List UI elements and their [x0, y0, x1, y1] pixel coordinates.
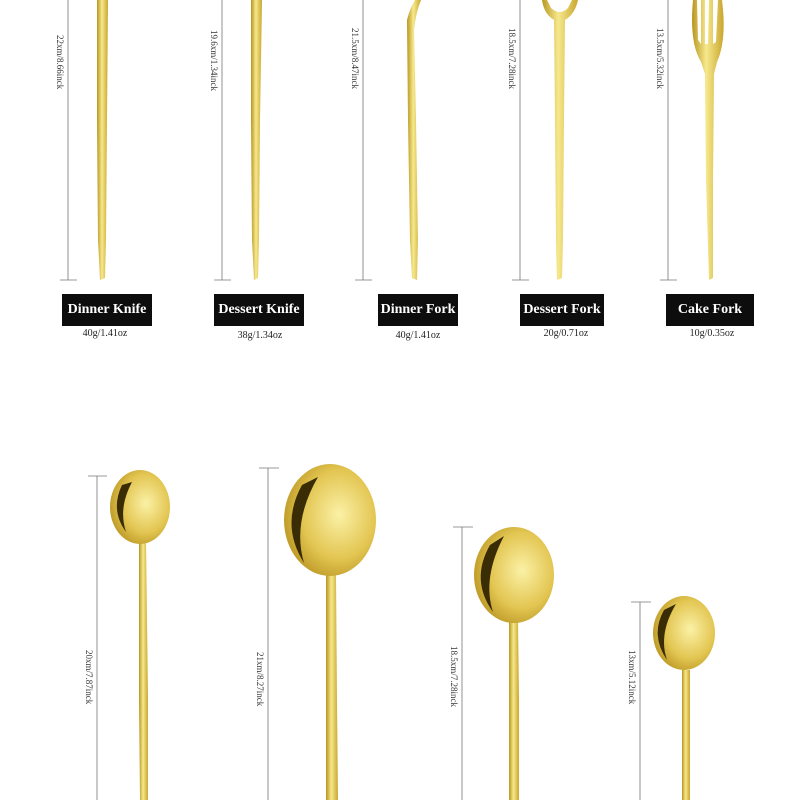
dimension-label: 22xm/8.66inck	[55, 35, 65, 90]
knife-icon	[251, 0, 262, 280]
dimension-label: 18.5xm/7.28inck	[507, 28, 517, 89]
dimension-label: 19.6xm/1.34inck	[209, 30, 219, 91]
product-label: Dessert Fork	[520, 294, 604, 326]
dimension-label: 13.5xm/5.32inck	[655, 28, 665, 89]
product-label: Dinner Fork	[378, 294, 458, 326]
measure-line	[60, 0, 677, 280]
weight-label: 40g/1.41oz	[395, 330, 441, 341]
weight-label: 38g/1.34oz	[237, 330, 283, 341]
weight-label: 20g/0.71oz	[543, 328, 589, 339]
spoon-icon	[653, 596, 715, 800]
product-label: Dessert Knife	[214, 294, 304, 326]
dimension-label: 21xm/8.27inck	[255, 652, 265, 707]
spoon-icon	[110, 470, 170, 800]
fork-icon	[407, 0, 421, 280]
spoon-icon	[284, 464, 376, 800]
product-label: Dinner Knife	[62, 294, 152, 326]
weight-label: 10g/0.35oz	[689, 328, 735, 339]
dimension-label: 18.5xm/7.28inck	[449, 646, 459, 707]
product-label: Cake Fork	[666, 294, 754, 326]
dimension-label: 20xm/7.87inck	[84, 650, 94, 705]
fork-icon	[692, 0, 724, 280]
fork-icon	[542, 0, 578, 280]
spoon-icon	[474, 527, 554, 800]
knife-icon	[97, 0, 108, 280]
weight-label: 40g/1.41oz	[82, 328, 128, 339]
dimension-label: 21.5xm/8.47inck	[350, 28, 360, 89]
dimension-label: 13xm/5.12inck	[627, 650, 637, 705]
